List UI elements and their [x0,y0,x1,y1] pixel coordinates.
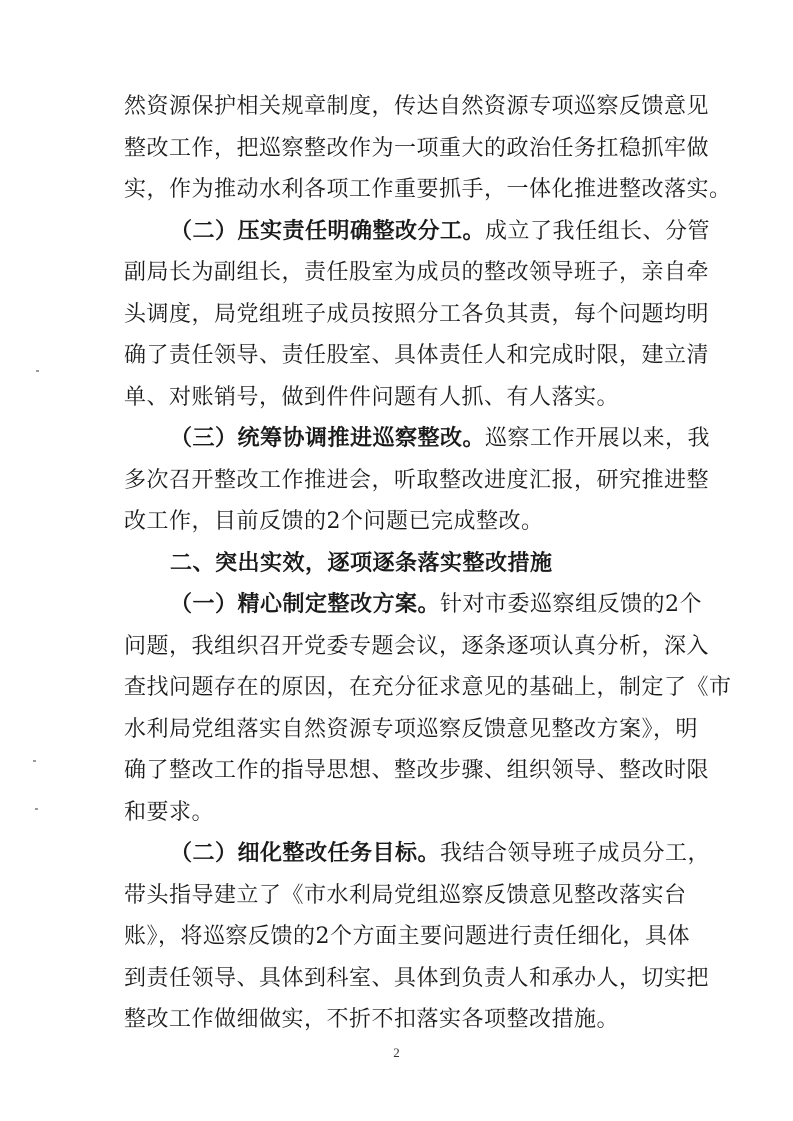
line-text: 实，作为推动水利各项工作重要抓手，一体化推进整改落实。 [124,177,732,202]
chapter-heading-line [170,544,684,584]
paragraph-line [124,627,710,667]
line-text: 账》，将巡察反馈的2个方面主要问题进行责任细化，具体 [124,924,690,949]
line-text: 水利局党组落实自然资源专项巡察反馈意见整改方案》，明 [124,716,699,742]
section-heading: （二）细化整改任务目标。 [170,841,441,866]
line-text: 和要求。 [124,799,215,825]
paragraph-line [124,336,710,376]
paragraph-line [124,751,710,791]
line-text: 我结合领导班子成员分工， [440,841,711,866]
paragraph-line [170,212,711,252]
paragraph-line [124,378,684,418]
line-text: 查找问题存在的原因，在充分征求意见的基础上，制定了《市 [124,675,732,700]
paragraph-line [124,253,710,293]
paragraph-line [124,502,684,542]
paragraph-line [124,1000,684,1040]
scan-speck [35,808,38,810]
line-text: 问题，我组织召开党委专题会议，逐条逐项认真分析，深入 [124,633,710,659]
paragraph-line [124,295,710,335]
paragraph-line [124,793,684,833]
page-number: 2 [393,1045,400,1060]
line-text: 针对市委巡察组反馈的2个 [440,592,703,617]
paragraph-line [170,419,711,459]
scan-speck [33,760,36,762]
line-text: 整改工作做细做实，不折不扣落实各项整改措施。 [124,1007,620,1032]
line-text: 改工作，目前反馈的2个问题已完成整改。 [124,509,544,534]
line-text: 到责任领导、具体到科室、具体到负责人和承办人，切实把 [124,965,710,991]
line-text: 整改工作，把巡察整改作为一项重大的政治任务扛稳抓牢做 [124,135,710,161]
section-heading: （一）精心制定整改方案。 [170,592,441,617]
paragraph-line [124,170,732,210]
paragraph-line [124,876,687,916]
line-text: 带头指导建立了《市水利局党组巡察反馈意见整改落实台 [124,882,687,908]
line-text: 多次召开整改工作推进会，听取整改进度汇报，研究推进整 [124,467,710,493]
line-text: 头调度，局党组班子成员按照分工各负其责，每个问题均明 [124,301,710,327]
paragraph-line [124,668,732,708]
line-text: 确了整改工作的指导思想、整改步骤、组织领导、整改时限 [124,758,710,783]
paragraph-line [124,87,710,127]
section-heading: （三）统筹协调推进巡察整改。 [170,426,486,451]
paragraph-line [124,917,690,957]
scan-speck [36,370,39,372]
line-text: 成立了我任组长、分管 [485,218,711,244]
section-heading: （二）压实责任明确整改分工。 [170,218,486,244]
paragraph-line [170,834,711,874]
line-text: 单、对账销号，做到件件问题有人抓、有人落实。 [124,384,620,410]
line-text: 然资源保护相关规章制度，传达自然资源专项巡察反馈意见 [124,94,710,119]
paragraph-line [124,129,710,169]
paragraph-line [124,710,699,750]
paragraph-line [170,585,703,625]
paragraph-line [124,959,710,999]
line-text: 确了责任领导、责任股室、具体责任人和完成时限，建立清 [124,343,710,368]
chapter-heading: 二、突出实效，逐项逐条落实整改措施 [170,550,553,576]
paragraph-line [124,461,710,501]
line-text: 巡察工作开展以来，我 [485,426,711,451]
line-text: 副局长为副组长，责任股室为成员的整改领导班子，亲自牵 [124,260,710,285]
